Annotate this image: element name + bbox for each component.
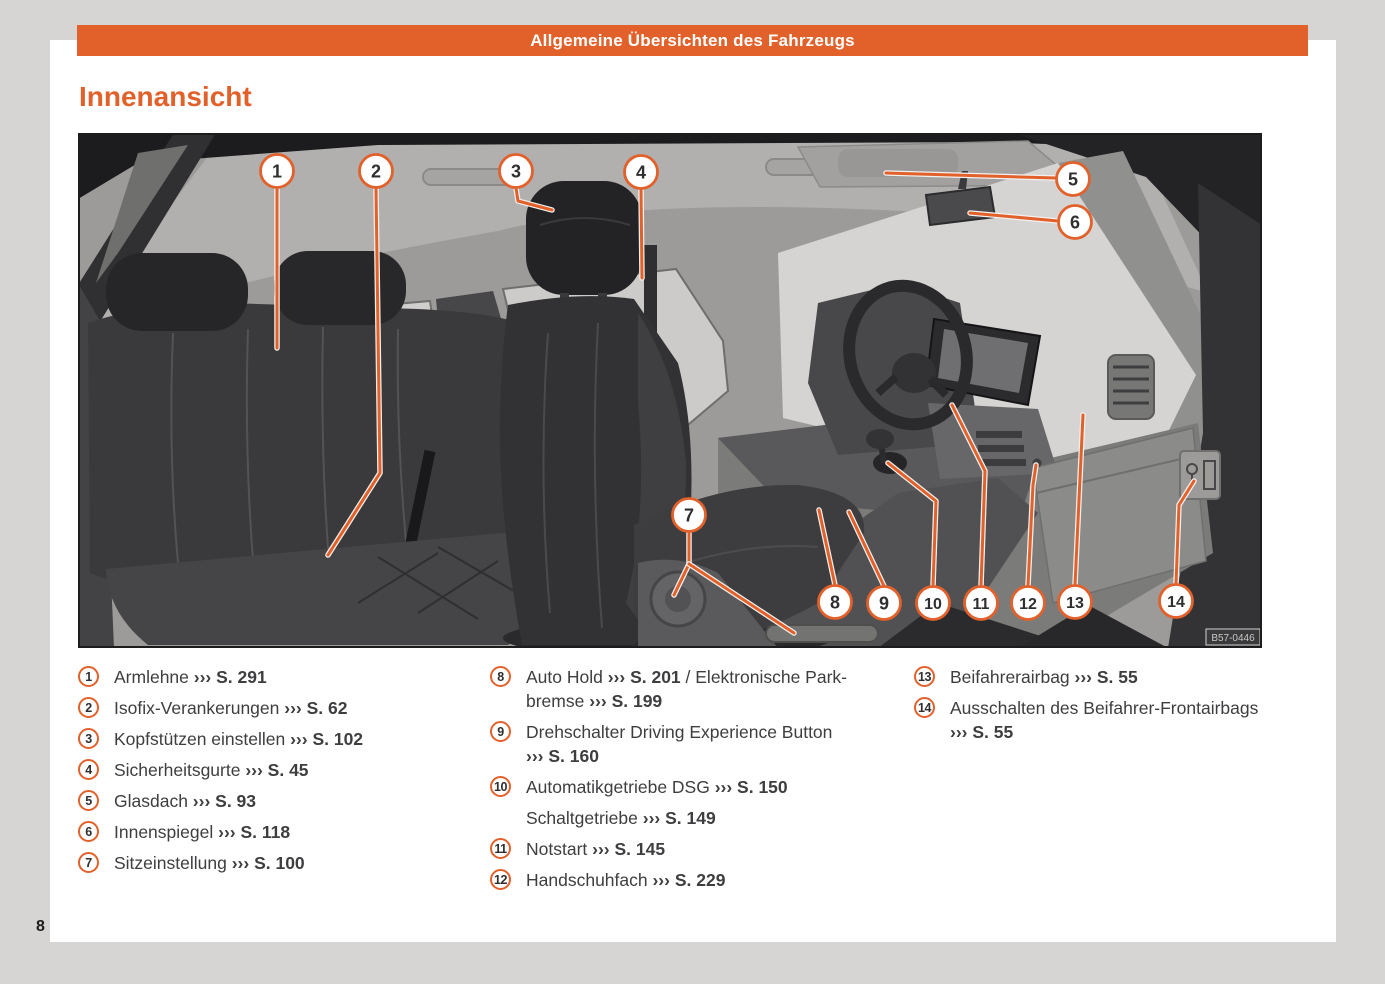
legend-item-text: Beifahrerairbag ››› S. 55 — [950, 667, 1138, 687]
callout-number: 13 — [1066, 594, 1084, 612]
legend-item-text: Armlehne ››› S. 291 — [114, 667, 267, 687]
legend-item-text: Glasdach ››› S. 93 — [114, 791, 257, 811]
legend-item-text: Sitzeinstellung ››› S. 100 — [114, 853, 305, 873]
interior-figure — [78, 133, 1262, 648]
legend-item-8 — [490, 665, 904, 713]
callout-number: 7 — [683, 505, 695, 526]
legend-item-text: Innenspiegel ››› S. 118 — [114, 822, 291, 842]
callout-leader-line — [641, 189, 642, 278]
legend-item-13 — [914, 665, 1324, 689]
legend-number-badge: 1 — [78, 666, 99, 687]
legend-item-text: Drehschalter Driving Experience Button ››› S. 160 — [526, 722, 833, 766]
legend-item-text: Handschuhfach ››› S. 229 — [526, 870, 726, 890]
callout-number: 1 — [271, 161, 283, 182]
legend-column-2 — [490, 665, 904, 899]
legend-item-2 — [78, 696, 448, 720]
legend-number-badge: 8 — [490, 666, 511, 687]
legend-item-4 — [78, 758, 448, 782]
legend-item-14 — [914, 696, 1324, 744]
callout-number: 3 — [510, 161, 522, 182]
legend-item-3 — [78, 727, 448, 751]
callout-number: 2 — [370, 161, 382, 182]
legend-subitem — [490, 806, 904, 830]
legend-number-badge: 5 — [78, 790, 99, 811]
callout-number: 10 — [924, 595, 942, 613]
legend-column-3 — [914, 665, 1324, 751]
callout-number: 5 — [1067, 169, 1079, 190]
legend-number-badge: 12 — [490, 869, 511, 890]
legend-number-badge: 13 — [914, 666, 935, 687]
legend-item-text: Kopfstützen einstellen ››› S. 102 — [114, 729, 364, 749]
legend-number-badge: 4 — [78, 759, 99, 780]
callout-number: 4 — [635, 162, 647, 183]
legend-item-text: Isofix-Verankerungen ››› S. 62 — [114, 698, 348, 718]
manual-page — [50, 31, 1336, 942]
section-header-label: Allgemeine Übersichten des Fahrzeugs — [530, 31, 855, 50]
legend-item-5 — [78, 789, 448, 813]
section-header-band — [77, 25, 1308, 56]
legend-number-badge: 14 — [914, 697, 935, 718]
callout-number: 8 — [829, 592, 841, 613]
legend-column-1 — [78, 665, 448, 882]
legend-item-6 — [78, 820, 448, 844]
legend-item-10 — [490, 775, 904, 799]
legend-item-text: Schaltgetriebe ››› S. 149 — [526, 808, 716, 828]
legend-item-9 — [490, 720, 904, 768]
callout-number: 11 — [972, 595, 990, 613]
legend-item-text: Sicherheitsgurte ››› S. 45 — [114, 760, 309, 780]
legend-item-text: Notstart ››› S. 145 — [526, 839, 666, 859]
legend-number-badge: 3 — [78, 728, 99, 749]
legend-item-text: Auto Hold ››› S. 201 / Elektronische Park- bremse ››› S. 199 — [526, 667, 847, 711]
callout-number: 6 — [1069, 212, 1081, 233]
legend-number-badge: 9 — [490, 721, 511, 742]
callout-number: 9 — [878, 593, 890, 614]
callout-number: 12 — [1019, 595, 1037, 613]
legend-number-badge: 7 — [78, 852, 99, 873]
legend-number-badge: 2 — [78, 697, 99, 718]
callout-number: 14 — [1167, 593, 1185, 611]
legend-number-badge: 10 — [490, 776, 511, 797]
image-code-box — [1206, 629, 1260, 645]
legend-item-11 — [490, 837, 904, 861]
legend-number-badge: 6 — [78, 821, 99, 842]
legend-item-text: Ausschalten des Beifahrer-Frontairbags ››› S. 55 — [950, 698, 1259, 742]
legend-item-7 — [78, 851, 448, 875]
interior-illustration — [78, 133, 1262, 648]
legend-item-1 — [78, 665, 448, 689]
legend-item-12 — [490, 868, 904, 892]
page-number: 8 — [36, 918, 45, 935]
legend-number-badge: 11 — [490, 838, 511, 859]
legend-item-text: Automatikgetriebe DSG ››› S. 150 — [526, 777, 788, 797]
page-title: Innenansicht — [79, 81, 252, 112]
image-code-label: B57-0446 — [1211, 633, 1255, 644]
